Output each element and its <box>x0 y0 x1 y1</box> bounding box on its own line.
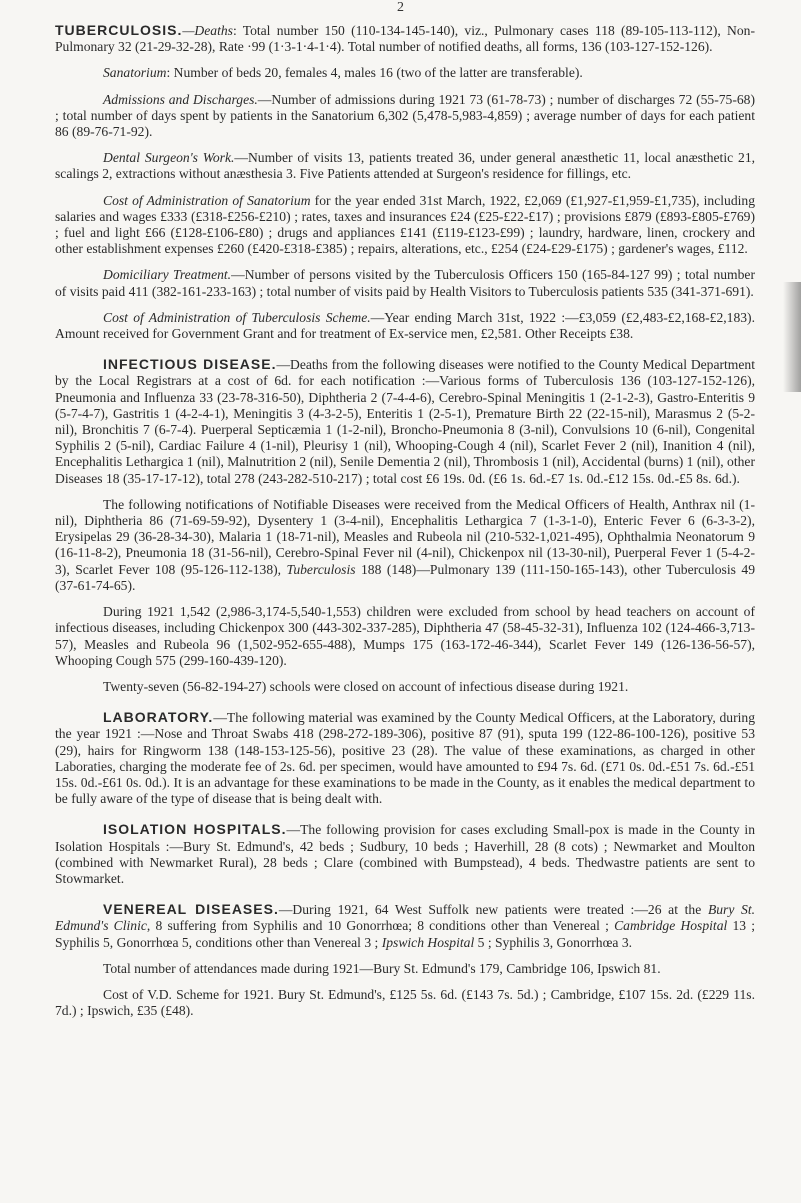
venereal-text-d: 5 ; Syphilis 3, Gonorrhœa 3. <box>474 934 633 950</box>
notifications-text-b: 188 (148)—Pulmonary 139 (111-150-165-143), other Tuberculosis 49 (37-61-74-65). <box>55 561 755 593</box>
infectious-disease-paragraph <box>55 356 755 487</box>
sanatorium-cost-label: Cost of Administration of Sanatorium <box>103 192 311 208</box>
sanatorium-cost-text: for the year ended 31st March, 1922, £2,069 (£1,927-£1,959-£1,735), including salaries and wages £333 (£318-£256-£210) ; rates, taxes and insurances £24 (£25-£22-£17) ; provisions £879 (£893-£805-£769) ; fuel and light £66 (£128-£106-£80) ; drugs and appliances £141 (£119-£123-£99) ; laundry, hardware, linen, crockery and other establishment expenses £260 (£420-£318-£385) ; repairs, alterations, etc., £254 (£24-£29-£175) ; gardener's wages, £112. <box>55 192 755 257</box>
notifications-paragraph <box>55 497 755 594</box>
admissions-label: Admissions and Discharges. <box>103 91 258 107</box>
page-edge-shadow <box>783 282 801 392</box>
deaths-label: —Deaths <box>182 23 233 38</box>
venereal-text-a: —During 1921, 64 West Suffolk new patients were treated :—26 at the <box>278 902 708 918</box>
venereal-text-b: , 8 suffering from Syphilis and 10 Gonorrhœa; 8 conditions other than Venereal ; <box>146 918 615 934</box>
sanatorium-text: : Number of beds 20, females 4, males 16 (two of the latter are transferable). <box>166 65 583 81</box>
notifications-text-a: The following notifications of Notifiable Diseases were received from the Medical Officers of Health, Anthrax nil (1-nil), Diphtheria 86 (71-69-59-92), Dysentery 1 (3-4-nil), Encephalitis Lethargica 7 (1-3-1-0), Enteric Fever 6 (6-3-3-2), Erysipelas 29 (36-28-34-30), Malaria 1 (18-71-nil), Measles and Rubeola nil (210-532-1,021-495), Ophthalmia Neonatorum 9 (16-11-8-2), Pneumonia 18 (31-56-nil), Cerebro-Spinal Fever nil (4-nil), Chickenpox nil (13-30-nil), Puerperal Fever 1 (5-4-2-3), Scarlet Fever 108 (95-126-112-138), <box>55 496 755 577</box>
domiciliary-text: —Number of persons visited by the Tuberculosis Officers 150 (165-84-127 99) ; total number of visits paid 411 (382-161-233-163) ; total number of visits paid by Health Visitors to Tuberculosis patients 535 (341-371-691). <box>55 267 755 299</box>
isolation-hospitals-paragraph <box>55 821 755 887</box>
cambridge-hospital: Cambridge Hospital <box>614 918 728 934</box>
scheme-cost-paragraph <box>55 310 755 342</box>
laboratory-paragraph <box>55 709 755 807</box>
document-body <box>55 22 755 1019</box>
notifications-tuberculosis: Tuberculosis <box>286 561 356 577</box>
venereal-diseases-heading: VENEREAL DISEASES. <box>103 901 279 918</box>
infectious-disease-heading: INFECTIOUS DISEASE. <box>103 356 277 373</box>
dental-text: —Number of visits 13, patients treated 36, under general anæsthetic 11, local anæsthetic 21, scalings 2, extractions without anæsthesia 3. Five Patients attended at Surgeon's residence for fillings, etc. <box>55 150 756 182</box>
ipswich-hospital: Ipswich Hospital <box>381 934 475 950</box>
laboratory-heading: LABORATORY. <box>103 709 214 726</box>
attendances-paragraph: Total number of attendances made during 1921—Bury St. Edmund's 179, Cambridge 106, Ipswich 81. <box>103 960 661 976</box>
vd-cost-paragraph: Cost of V.D. Scheme for 1921. Bury St. Edmund's, £125 5s. 6d. (£143 7s. 5d.) ; Cambridge, £107 15s. 2d. (£229 11s. 7d.) ; Ipswich, £35 (£48). <box>55 986 755 1019</box>
scheme-cost-text: —Year ending March 31st, 1922 :—£3,059 (£2,483-£2,168-£2,183). Amount received for Government Grant and for treatment of Ex-service men, £2,581. Other Receipts £38. <box>55 309 755 342</box>
venereal-text-c: 13 ; Syphilis 5, Gonorrhœa 5, conditions other than Venereal 3 ; <box>55 918 755 950</box>
dental-label: Dental Surgeon's Work. <box>103 150 235 166</box>
tuberculosis-heading: TUBERCULOSIS. <box>55 22 183 38</box>
domiciliary-label: Domiciliary Treatment. <box>103 267 232 283</box>
bury-clinic: Bury St. Edmund's Clinic <box>55 902 755 934</box>
sanatorium-cost-paragraph <box>55 193 755 258</box>
dental-paragraph <box>55 150 755 182</box>
isolation-hospitals-heading: ISOLATION HOSPITALS. <box>103 821 287 838</box>
isolation-hospitals-text: —The following provision for cases excluding Small-pox is made in the County in Isolation Hospitals :—Bury St. Edmund's, 42 beds ; Sudbury, 10 beds ; Haverhill, 28 (8 cots) ; Newmarket and Moulton (combined with Newmarket Rural), 28 beds ; Clare (combined with Bumpstead), 4 beds. Thedwastre patients are sent to Stowmarket. <box>55 822 755 886</box>
sanatorium-paragraph <box>55 65 755 81</box>
schools-closed-paragraph: Twenty-seven (56-82-194-27) schools were closed on account of infectious disease during 1921. <box>103 678 629 694</box>
deaths-text: : Total number 150 (110-134-145-140), viz., Pulmonary cases 118 (89-105-113-112), Non-Pulmonary 32 (21-29-32-28), Rate ·99 (1·3-1·4-1·4). Total number of notified deaths, all forms, 136 (103-127-152-126). <box>55 23 755 55</box>
domiciliary-paragraph <box>55 267 755 299</box>
scheme-cost-label: Cost of Administration of Tuberculosis Scheme. <box>103 309 371 325</box>
admissions-paragraph <box>55 92 755 141</box>
infectious-disease-text: —Deaths from the following diseases were notified to the County Medical Department by the Local Registrars at a cost of 6d. for each notification :—Various forms of Tuberculosis 136 (103-127-152-126), Pneumonia and Influenza 33 (23-78-316-50), Diphtheria 2 (7-4-4-6), Cerebro-Spinal Meningitis 1 (2-1-2-3), Gastro-Enteritis 9 (5-7-4-7), Gastritis 1 (4-2-4-1), Meningitis 3 (4-3-2-5), Enteritis 1 (2-5-1), Premature Birth 22 (22-15-nil), Marasmus 2 (5-2-nil), Bronchitis 7 (6-7-4). Puerperal Septicæmia 1 (1-2-nil), Broncho-Pneumonia 8 (3-nil), Convulsions 10 (6-nil), Congenital Syphilis 2 (5-nil), Cardiac Failure 4 (1-nil), Pleurisy 1 (nil), Whooping-Cough 4 (nil), Scarlet Fever 2 (nil), Inanition 4 (nil), Encephalitis Lethargica 1 (nil), Malnutrition 2 (nil), Senile Dementia 2 (nil), Thrombosis 1 (nil), Accidental (burns) 1 (nil), other Diseases 18 (35-17-17-12), total 278 (243-282-510-217) ; total cost £6 19s. 0d. (£6 1s. 6d.-£7 1s. 0d.-£12 15s. 0d.-£5 8s. 6d.). <box>55 357 755 486</box>
school-exclusions-paragraph: During 1921 1,542 (2,986-3,174-5,540-1,553) children were excluded from school by head teachers on account of infectious diseases, including Chickenpox 300 (443-302-337-285), Diphtheria 47 (58-45-32-31), Influenza 102 (124-466-3,713-57), Measles and Rubeola 96 (1,502-952-655-488), Mumps 175 (163-172-46-344), Scarlet Fever 149 (126-136-56-57), Whooping Cough 575 (299-160-439-120). <box>55 604 755 668</box>
sanatorium-label: Sanatorium <box>103 65 167 81</box>
laboratory-text: —The following material was examined by the County Medical Officers, at the Laboratory, during the year 1921 :—Nose and Throat Swabs 418 (298-272-189-306), positive 87 (91), sputa 199 (122-86-100-126), positive 53 (29), hairs for Ringworm 138 (148-153-125-56), positive 23 (28). The value of these examinations, as charged in other Laboraties, charging the moderate fee of 2s. 6d. per specimen, would have amounted to £94 7s. 6d. (£71 0s. 0d.-£51 7s. 6d.-£51 15s. 0d.-£61 0s. 0d.). It is an advantage for these examinations to be made in the County, as it enables the medical department to be fully aware of the type of disease that is being dealt with. <box>55 710 755 807</box>
page-number: 2 <box>397 0 404 15</box>
venereal-diseases-paragraph <box>55 901 755 951</box>
admissions-text: —Number of admissions during 1921 73 (61-78-73) ; number of discharges 72 (55-75-68) ; total number of days spent by patients in the Sanatorium 6,302 (5,478-5,983-4,859) ; average number of days for each patient 86 (89-76-71-92). <box>55 91 755 140</box>
tuberculosis-deaths-paragraph <box>55 22 755 55</box>
